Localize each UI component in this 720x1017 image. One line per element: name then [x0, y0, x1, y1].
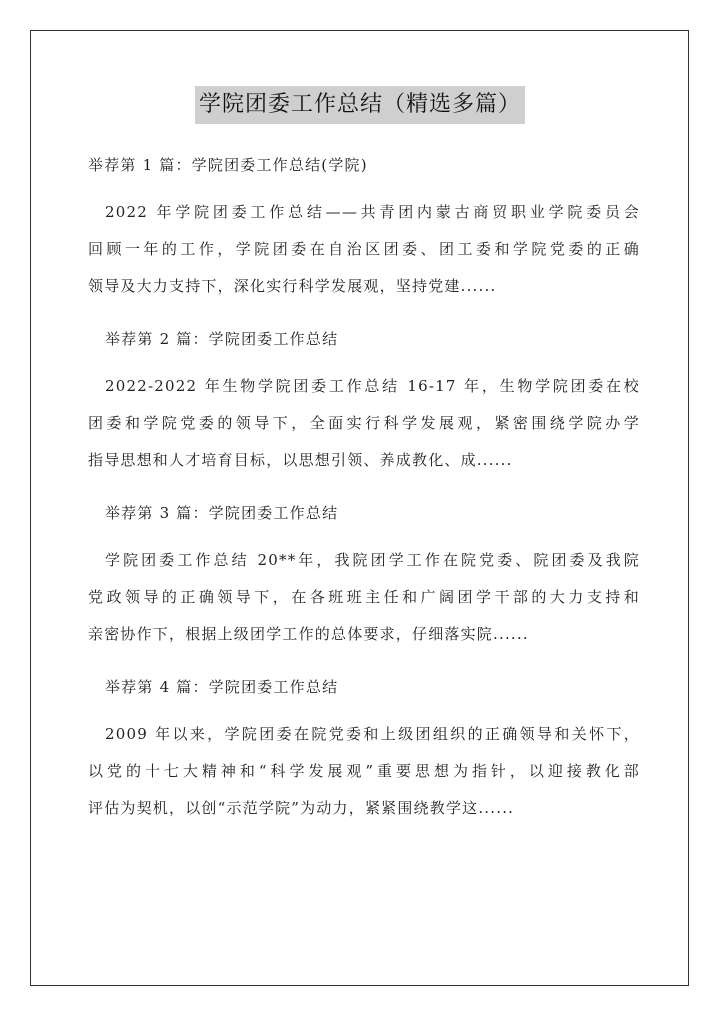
section-2-body — [88, 371, 640, 476]
spacer — [88, 308, 640, 324]
section-1-line-2: 回顾一年的工作，学院团委在自治区团委、团工委和学院党委的正确 — [88, 240, 640, 258]
section-3-heading: 举荐第 3 篇：学院团委工作总结 — [105, 504, 339, 522]
section-1-line-1: 2022 年学院团委工作总结——共青团内蒙古商贸职业学院委员会 — [105, 203, 640, 221]
section-3-line-3: 亲密协作下，根据上级团学工作的总体要求，仔细落实院...... — [88, 625, 529, 643]
section-3-line-1: 学院团委工作总结 20**年，我院团学工作在院党委、院团委及我院 — [105, 551, 640, 569]
section-4-line-2: 以党的十七大精神和“科学发展观”重要思想为指针，以迎接教化部 — [88, 762, 640, 780]
section-2-heading: 举荐第 2 篇：学院团委工作总结 — [105, 330, 339, 348]
section-2-line-3: 指导思想和人才培育目标，以思想引领、养成教化、成...... — [88, 451, 513, 469]
section-3-body — [88, 545, 640, 650]
spacer — [88, 529, 640, 545]
spacer — [88, 703, 640, 719]
spacer — [88, 482, 640, 498]
document-body — [88, 150, 640, 830]
section-4-heading: 举荐第 4 篇：学院团委工作总结 — [105, 678, 339, 696]
section-4-line-3: 评估为契机，以创“示范学院”为动力，紧紧围绕教学这...... — [88, 799, 515, 817]
section-1-body — [88, 197, 640, 302]
section-1-heading: 举荐第 1 篇：学院团委工作总结(学院) — [88, 156, 368, 174]
section-2-line-2: 团委和学院党委的领导下，全面实行科学发展观，紧密围绕学院办学 — [88, 414, 640, 432]
section-4-body — [88, 719, 640, 824]
section-2-line-1: 2022-2022 年生物学院团委工作总结 16-17 年，生物学院团委在校 — [105, 377, 640, 395]
section-3-line-2: 党政领导的正确领导下，在各班班主任和广阔团学干部的大力支持和 — [88, 588, 640, 606]
section-4-line-1: 2009 年以来，学院团委在院党委和上级团组织的正确领导和关怀下， — [105, 725, 640, 743]
section-1-line-3: 领导及大力支持下，深化实行科学发展观，坚持党建...... — [88, 277, 497, 295]
spacer — [88, 355, 640, 371]
spacer — [88, 181, 640, 197]
document-title: 学院团委工作总结（精选多篇） — [195, 86, 525, 124]
title-container — [0, 86, 720, 124]
spacer — [88, 656, 640, 672]
